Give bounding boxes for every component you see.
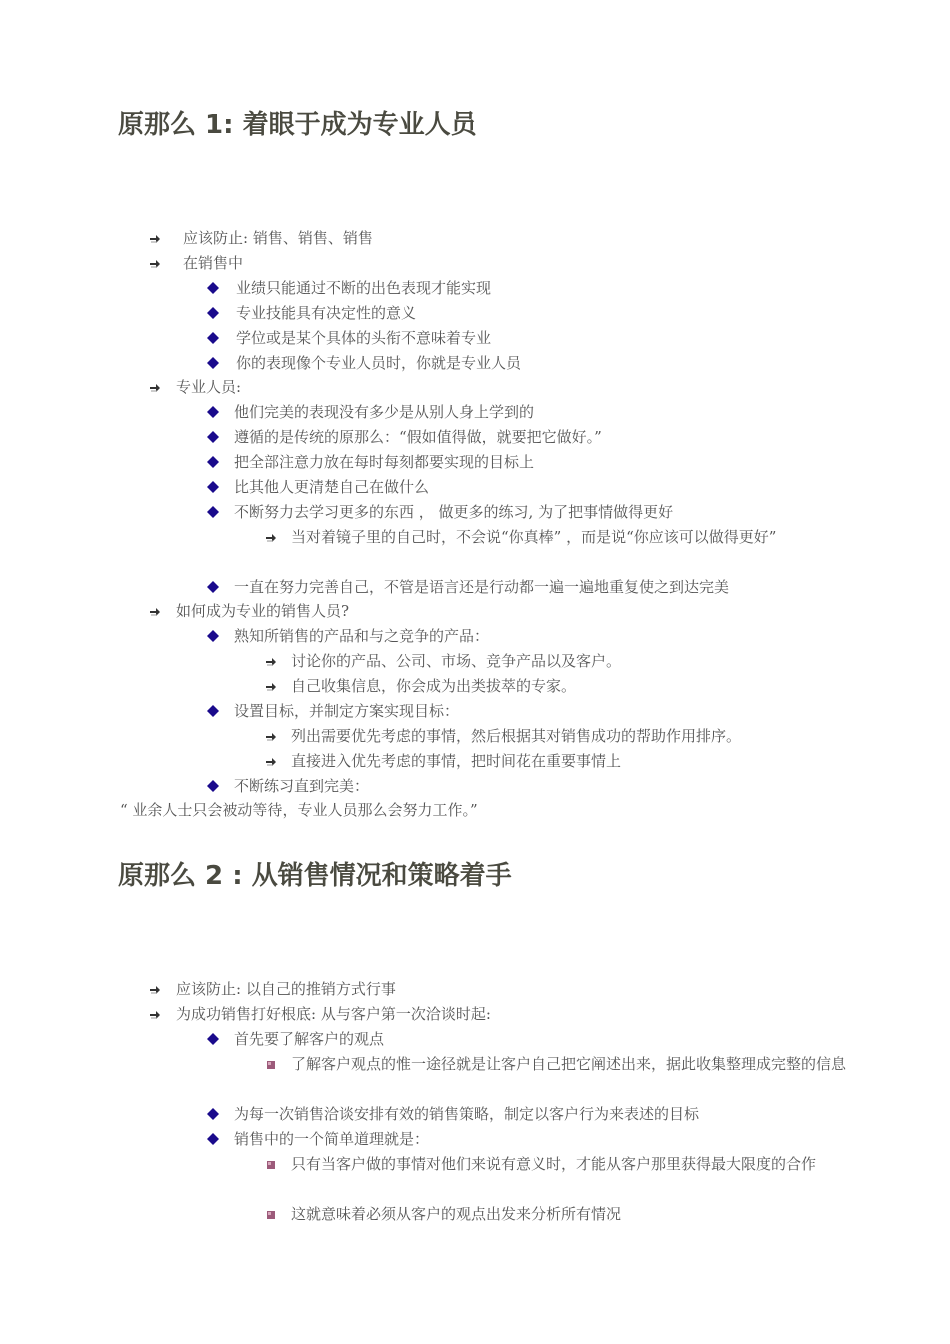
list-item: 首先要了解客户的观点 [206, 1027, 384, 1052]
arrow-bullet-icon [148, 983, 162, 997]
diamond-bullet-icon [206, 629, 220, 643]
list-item: 销售中的一个简单道理就是： [206, 1127, 429, 1152]
diamond-bullet-icon [206, 331, 220, 345]
diamond-bullet-icon [206, 480, 220, 494]
diamond-bullet-icon [206, 405, 220, 419]
list-item: 他们完美的表现没有多少是从别人身上学到的 [206, 400, 534, 425]
diamond-bullet-icon [206, 430, 220, 444]
arrow-bullet-icon [264, 730, 278, 744]
arrow-bullet-icon [148, 257, 162, 271]
list-item: 设置目标，并制定方案实现目标： [206, 699, 459, 724]
list-item: 你的表现像个专业人员时，你就是专业人员 [206, 351, 521, 376]
list-item: 不断努力去学习更多的东西 ， 做更多的练习, 为了把事情做得更好 [206, 500, 673, 525]
section-1-title: 原那么 1: 着眼于成为专业人员 [118, 110, 477, 140]
list-item: 讨论你的产品、公司、市场、竞争产品以及客户。 [264, 649, 621, 674]
arrow-bullet-icon [264, 755, 278, 769]
list-item: 列出需要优先考虑的事情，然后根据其对销售成功的帮助作用排序。 [264, 724, 741, 749]
list-item: 当对着镜子里的自己时，不会说“你真棒” ，而是说“你应该可以做得更好” [264, 525, 859, 550]
list-item: 应该防止: 以自己的推销方式行事 [148, 977, 396, 1002]
list-item: 这就意味着必须从客户的观点出发来分析所有情况 [264, 1202, 621, 1227]
list-item: 如何成为专业的销售人员? [148, 599, 349, 624]
section-2-title: 原那么 2 : 从销售情况和策略着手 [118, 861, 512, 891]
list-item: 专业人员: [148, 375, 241, 400]
diamond-bullet-icon [206, 1107, 220, 1121]
list-item: 了解客户观点的惟一途径就是让客户自己把它阐述出来，据此收集整理成完整的信息 [264, 1052, 859, 1077]
list-item: 直接进入优先考虑的事情，把时间花在重要事情上 [264, 749, 621, 774]
quote-text: “ 业余人士只会被动等待，专业人员那么会努力工作。” [120, 801, 478, 819]
list-item: 不断练习直到完美： [206, 774, 369, 799]
diamond-bullet-icon [206, 281, 220, 295]
square-bullet-icon [264, 1158, 278, 1172]
list-item: 为成功销售打好根底: 从与客户第一次洽谈时起: [148, 1002, 491, 1027]
diamond-bullet-icon [206, 455, 220, 469]
arrow-bullet-icon [264, 655, 278, 669]
list-item: 把全部注意力放在每时每刻都要实现的目标上 [206, 450, 534, 475]
list-item: 专业技能具有决定性的意义 [206, 301, 416, 326]
list-item: 比其他人更清楚自己在做什么 [206, 475, 429, 500]
list-item: 自己收集信息，你会成为出类拔萃的专家。 [264, 674, 576, 699]
list-item: 业绩只能通过不断的出色表现才能实现 [206, 276, 491, 301]
list-item: 遵循的是传统的原那么：“假如值得做，就要把它做好。” [206, 425, 602, 450]
list-item: 应该防止: 销售、销售、销售 [148, 226, 373, 251]
list-item: 熟知所销售的产品和与之竞争的产品： [206, 624, 489, 649]
arrow-bullet-icon [148, 232, 162, 246]
square-bullet-icon [264, 1058, 278, 1072]
list-item: 为每一次销售洽谈安排有效的销售策略，制定以客户行为来表述的目标 [206, 1102, 699, 1127]
diamond-bullet-icon [206, 580, 220, 594]
diamond-bullet-icon [206, 704, 220, 718]
list-item: 一直在努力完善自己，不管是语言还是行动都一遍一遍地重复使之到达完美 [206, 575, 729, 600]
list-item: 只有当客户做的事情对他们来说有意义时，才能从客户那里获得最大限度的合作 [264, 1152, 859, 1177]
diamond-bullet-icon [206, 779, 220, 793]
list-item: 在销售中 [148, 251, 243, 276]
arrow-bullet-icon [264, 531, 278, 545]
diamond-bullet-icon [206, 505, 220, 519]
list-item: 学位或是某个具体的头衔不意味着专业 [206, 326, 491, 351]
arrow-bullet-icon [148, 1008, 162, 1022]
diamond-bullet-icon [206, 356, 220, 370]
arrow-bullet-icon [264, 680, 278, 694]
diamond-bullet-icon [206, 1132, 220, 1146]
arrow-bullet-icon [148, 381, 162, 395]
square-bullet-icon [264, 1208, 278, 1222]
diamond-bullet-icon [206, 306, 220, 320]
arrow-bullet-icon [148, 605, 162, 619]
diamond-bullet-icon [206, 1032, 220, 1046]
